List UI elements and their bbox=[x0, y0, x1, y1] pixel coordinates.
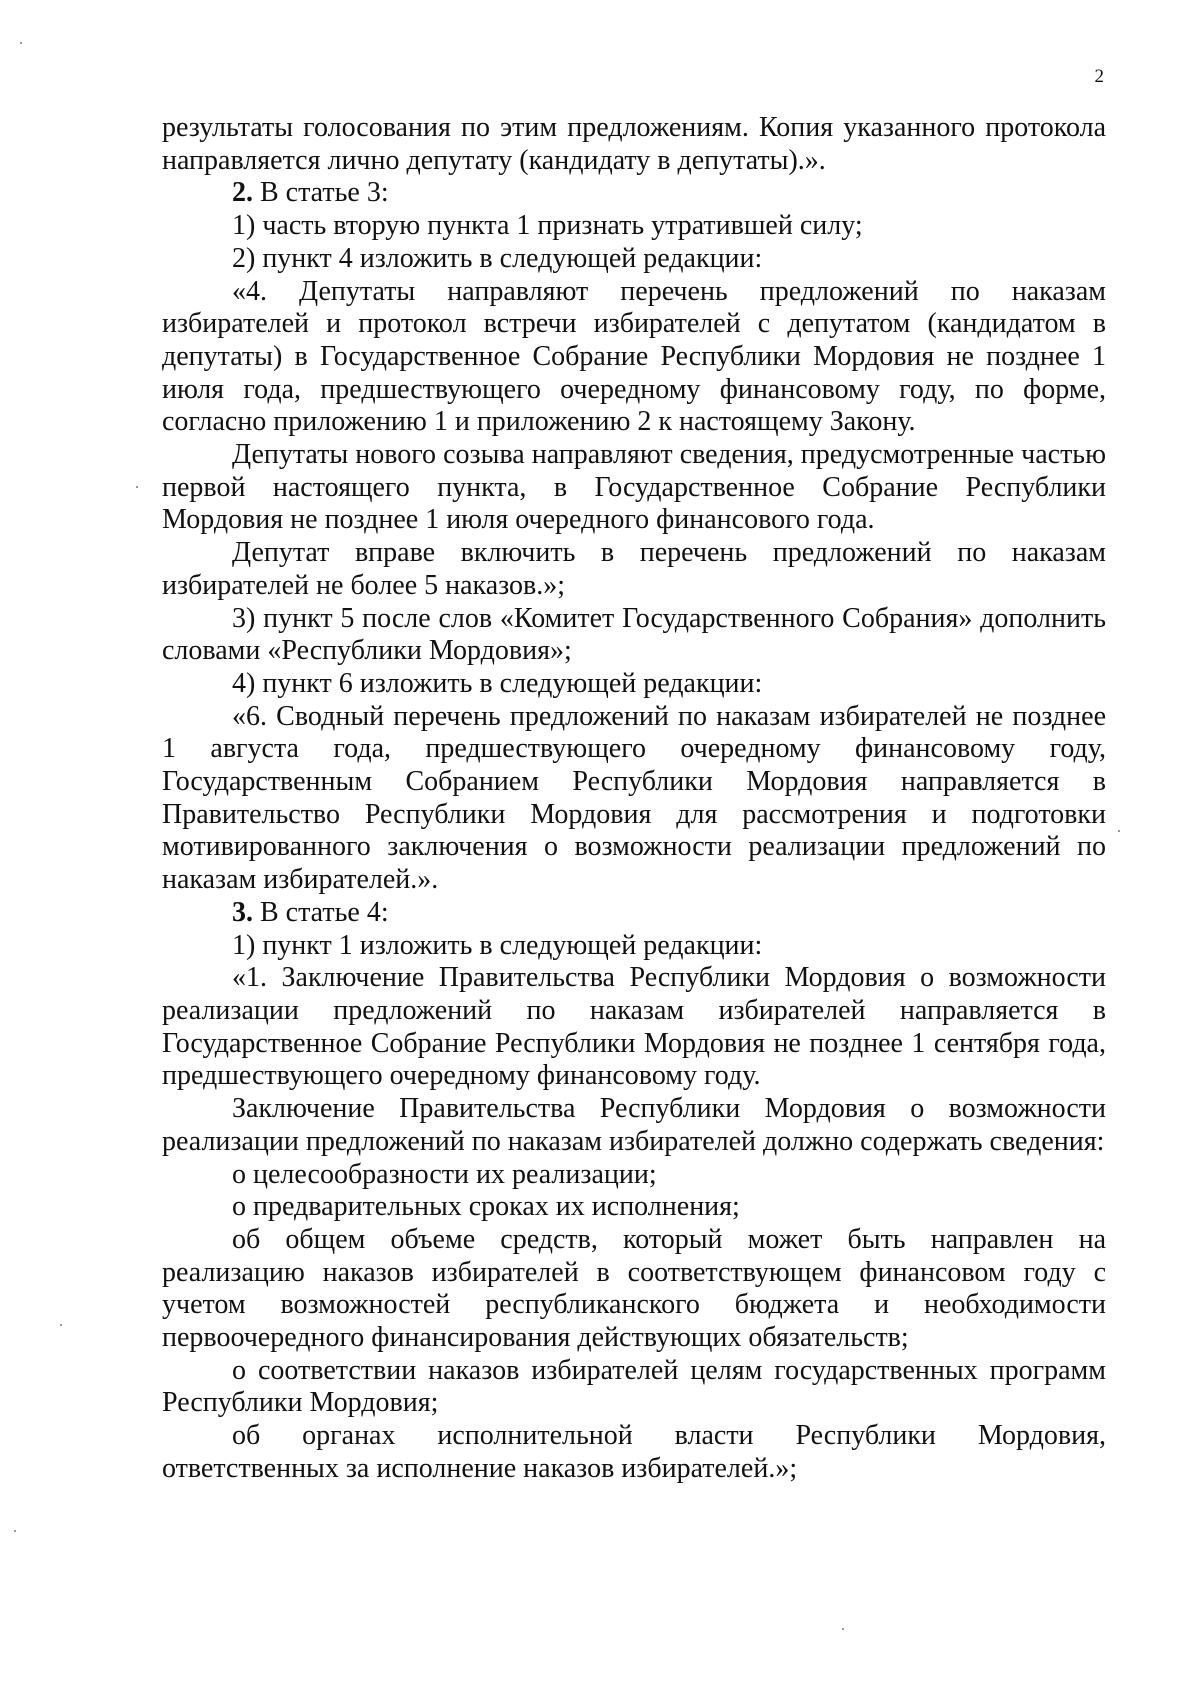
paragraph: Заключение Правительства Республики Мордовия о возможности реализации предложений по наказам избирателей должно содержать сведения: bbox=[162, 1093, 1106, 1157]
scan-speck bbox=[1118, 830, 1120, 832]
paragraph: 3) пункт 5 после слов «Комитет Государственного Собрания» дополнить словами «Республики Мордовия»; bbox=[162, 602, 1106, 667]
scan-speck bbox=[60, 1324, 62, 1326]
scan-speck bbox=[136, 486, 138, 488]
paragraph: о целесообразности их реализации; bbox=[232, 1158, 657, 1190]
paragraph: об общем объеме средств, который может быть направлен на реализацию наказов избирателей в соответствующем финансовом году с учетом возможностей республиканского бюджета и необходимости первоочередного финансирования действующих обязательств; bbox=[162, 1223, 1106, 1354]
paragraph: 1) пункт 1 изложить в следующей редакции: bbox=[232, 929, 763, 961]
paragraph-continuation: результаты голосования по этим предложениям. Копия указанного протокола направляется лично депутату (кандидату в депутаты).». bbox=[162, 112, 1106, 176]
scan-speck bbox=[20, 42, 22, 44]
paragraph: о соответствии наказов избирателей целям государственных программ Республики Мордовия; bbox=[162, 1354, 1106, 1419]
section-heading-2: 2. В статье 3: bbox=[232, 177, 389, 209]
paragraph: 1) часть вторую пункта 1 признать утратившей силу; bbox=[232, 210, 863, 242]
paragraph: Депутаты нового созыва направляют сведения, предусмотренные частью первой настоящего пункта, в Государственное Собрание Республики Мордовия не позднее 1 июля очередного финансового года. bbox=[162, 439, 1106, 536]
section-heading-3: 3. В статье 4: bbox=[232, 896, 389, 928]
scan-speck bbox=[842, 1628, 844, 1630]
paragraph: об органах исполнительной власти Республики Мордовия, ответственных за исполнение наказов избирателей.»; bbox=[162, 1420, 1106, 1484]
paragraph: «1. Заключение Правительства Республики Мордовия о возможности реализации предложений по наказам избирателей направляется в Государственное Собрание Республики Мордовия не позднее 1 сентября года, предшествующего очередному финансовому году. bbox=[162, 962, 1106, 1092]
paragraph: о предварительных сроках их исполнения; bbox=[232, 1191, 740, 1223]
paragraph: 2) пункт 4 изложить в следующей редакции: bbox=[232, 242, 763, 274]
paragraph: Депутат вправе включить в перечень предложений по наказам избирателей не более 5 наказов.»; bbox=[162, 537, 1106, 601]
document-body bbox=[162, 112, 1106, 1486]
paragraph: 4) пункт 6 изложить в следующей редакции: bbox=[232, 667, 763, 699]
scan-speck bbox=[14, 1530, 16, 1532]
paragraph: «6. Сводный перечень предложений по наказам избирателей не позднее 1 августа года, предшествующего очередному финансовому году, Государственным Собранием Республики Мордовия направляется в Правительство Республики Мордовия для рассмотрения и подготовки мотивированного заключения о возможности реализации предложений по наказам избирателей.». bbox=[162, 700, 1106, 896]
paragraph: «4. Депутаты направляют перечень предложений по наказам избирателей и протокол встречи избирателей с депутатом (кандидатом в депутаты) в Государственное Собрание Республики Мордовия не позднее 1 июля года, предшествующего очередному финансовому году, по форме, согласно приложению 1 и приложению 2 к настоящему Закону. bbox=[162, 275, 1106, 438]
page-number: 2 bbox=[1094, 66, 1104, 87]
